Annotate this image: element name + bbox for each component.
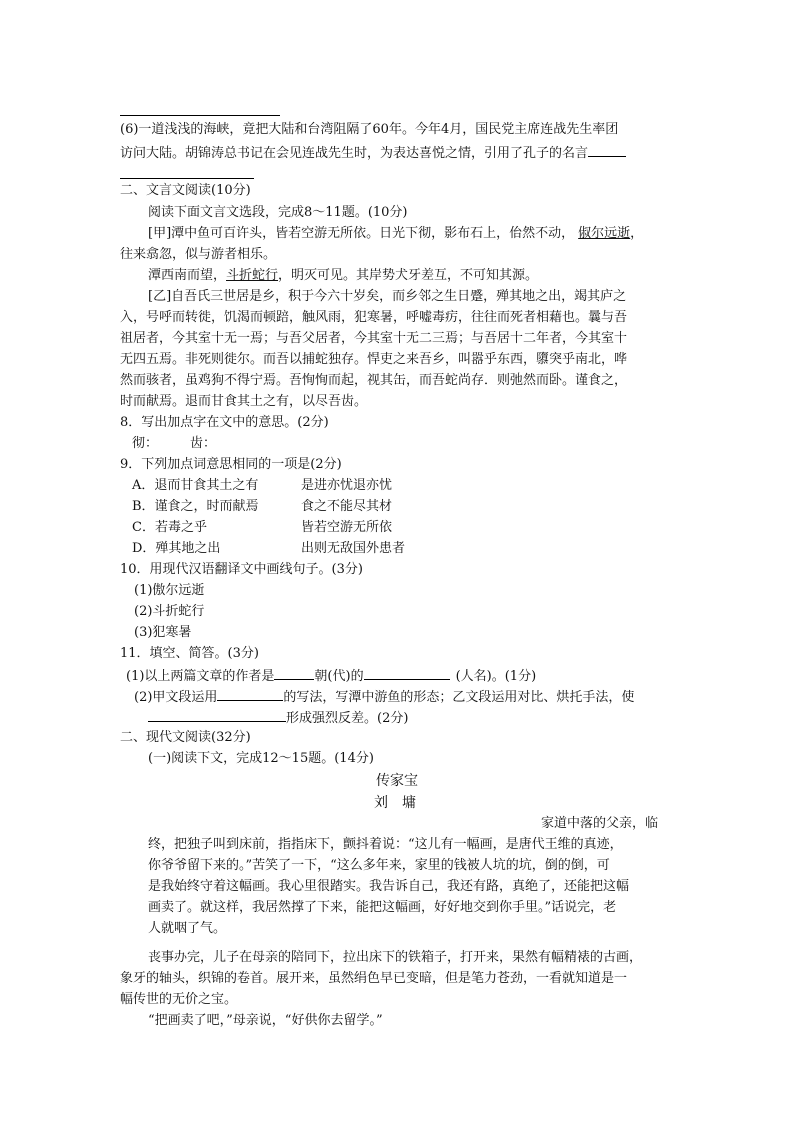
yi-line-4 [120, 350, 627, 370]
classical-intro [148, 203, 408, 223]
q9-option-c-pair [301, 518, 392, 538]
q9-option-c[interactable] [132, 518, 207, 538]
q11-part-1 [126, 665, 536, 687]
q6-line-1 [120, 120, 618, 140]
para-1-line-4 [148, 877, 629, 897]
q6-text-1: (6)一道浅浅的海峡，竟把大陆和台湾阻隔了60年。今年4月，国民党主席连战先生率团 [120, 122, 619, 137]
q11-author-blank[interactable] [364, 665, 450, 680]
q11-technique-blank[interactable] [217, 686, 283, 701]
q10-item-2 [134, 602, 204, 622]
q8-stem [120, 413, 329, 433]
yi-line-2 [120, 308, 627, 328]
jia-underlined-phrase-2: 斗折蛇行 [226, 268, 279, 283]
section-heading-modern [120, 728, 251, 748]
q9-stem-text: 9．下列加点词意思相同的一项是(2分) [120, 457, 342, 472]
q8-stem-text: 8．写出加点字在文中的意思。(2分) [120, 415, 329, 430]
para-1-line-1 [541, 814, 658, 834]
jia-text-3a: 潭西南而望， [148, 268, 227, 283]
q9-option-d-pair [301, 539, 405, 559]
yi-text-6: 时而献焉。退而甘食其土之有，以尽吾齿。 [120, 394, 368, 409]
para-1-text-3: 你爷爷留下来的。”苦笑了一下，“这么多年来，家里的钱被人坑的坑，倒的倒，可 [148, 858, 610, 873]
yi-text-2: 入，号呼而转徙，饥渴而顿踣，触风雨，犯寒暑，呼嘘毒疠，往往而死者相藉也。曩与吾 [120, 310, 628, 325]
q9-option-b[interactable] [132, 497, 259, 517]
q8-word-1 [132, 434, 158, 454]
q10-item-1 [134, 581, 204, 601]
q8-word-1-text: 彻： [132, 436, 159, 451]
para-2-text-3: 幅传世的无价之宝。 [120, 992, 238, 1007]
q9-option-c-right: 皆若空游无所依 [301, 520, 393, 535]
modern-intro [148, 749, 374, 769]
para-3-line-1 [148, 1011, 383, 1031]
q11-stem-text: 11．填空、简答。(3分) [120, 646, 259, 661]
para-1-text-6: 人就咽了气。 [148, 921, 227, 936]
jia-comma: ， [630, 226, 644, 241]
jia-text-2: 往来翕忽，似与游者相乐。 [120, 247, 277, 262]
q11-p2-text-b: 的写法，写潭中游鱼的形态；乙文段运用对比、烘托手法，使 [283, 690, 635, 705]
para-2-text-2: 象牙的轴头，织锦的卷首。展开来，虽然绢色早已变暗，但是笔力苍劲，一看就知道是一 [120, 971, 628, 986]
top-divider [120, 115, 280, 116]
para-1-line-2 [148, 835, 623, 855]
para-3-text: “把画卖了吧，”母亲说，“好供你去留学。” [148, 1013, 383, 1028]
article-author-text: 刘 墉 [374, 795, 416, 811]
yi-line-3 [120, 329, 627, 349]
article-title-text: 传家宝 [376, 773, 418, 789]
q10-stem-text: 10．用现代汉语翻译文中画线句子。(3分) [120, 562, 363, 577]
classical-intro-text: 阅读下面文言文选段，完成8～11题。(10分) [148, 205, 408, 220]
q9-option-b-pair [301, 497, 392, 517]
para-2-line-2 [120, 969, 627, 989]
q9-option-b-left: B．谨食之，时而献焉 [132, 499, 259, 514]
article-author [374, 793, 416, 813]
yi-text-5: 然而骇者，虽鸡狗不得宁焉。吾恂恂而起，视其缶，而吾蛇尚存．则弛然而卧。谨食之， [120, 373, 628, 388]
para-2-text-1: 丧事办完，儿子在母亲的陪同下，拉出床下的铁箱子，打开来，果然有幅精裱的古画， [148, 950, 643, 965]
article-title [376, 771, 418, 791]
para-1-line-6 [148, 919, 226, 939]
para-1-text-1: 家道中落的父亲，临 [541, 816, 659, 831]
para-1-text-5: 画卖了。就这样，我居然撑了下来，能把这幅画，好好地交到你手里。”话说完，老 [148, 900, 617, 915]
q9-option-a-right: 是进亦忧退亦忧 [301, 478, 393, 493]
q10-item-1-text: (1)傲尔远逝 [134, 583, 205, 598]
q10-stem [120, 560, 363, 580]
q11-part-3 [148, 707, 408, 729]
q9-option-b-right: 食之不能尽其材 [301, 499, 393, 514]
q9-option-a-pair [301, 476, 392, 496]
jia-text-1: [甲]潭中鱼可百许头，皆若空游无所依。日光下彻，影布石上，佁然不动， [148, 226, 575, 241]
jia-underlined-phrase: 俶尔远逝 [578, 226, 631, 241]
para-2-line-3 [120, 990, 237, 1010]
jia-line-3 [148, 266, 538, 286]
q6-answer-blank[interactable] [588, 142, 626, 157]
section-heading-classical [120, 181, 251, 201]
q11-p1-text-c: (人名)。(1分) [455, 669, 537, 684]
yi-line-5 [120, 371, 627, 391]
q9-option-d-right: 出则无敌国外患者 [301, 541, 406, 556]
section-heading-modern-text: 二、现代文阅读(32分) [120, 730, 251, 745]
yi-text-3: 祖居者，今其室十无一焉；与吾父居者，今其室十无二三焉；与吾居十二年者，今其室十 [120, 331, 628, 346]
jia-line-2 [120, 245, 276, 265]
q6-line-2 [120, 142, 626, 164]
yi-text-4: 无四五焉。非死则徙尔。而吾以捕蛇独存。悍吏之来吾乡，叫嚣乎东西，隳突乎南北，哗 [120, 352, 628, 367]
q10-item-3-text: (3)犯寒暑 [134, 625, 192, 640]
yi-line-1 [148, 287, 626, 307]
q8-word-2-text: 齿： [190, 436, 217, 451]
q10-item-2-text: (2)斗折蛇行 [134, 604, 205, 619]
jia-line-1 [148, 224, 643, 244]
q6-text-2: 访问大陆。胡锦涛总书记在会见连战先生时，为表达喜悦之情，引用了孔子的名言 [120, 146, 589, 161]
q11-p1-text-b: 朝(代)的 [314, 669, 364, 684]
section-heading-text: 二、文言文阅读(10分) [120, 183, 251, 198]
q8-word-2 [190, 434, 216, 454]
q9-option-d-left: D．殚其地之出 [132, 541, 221, 556]
para-1-text-2: 终，把独子叫到床前，指指床下，颤抖着说：“这儿有一幅画，是唐代王维的真迹， [148, 837, 623, 852]
q11-contrast-blank[interactable] [148, 707, 286, 722]
q11-part-2 [134, 686, 634, 708]
yi-line-6 [120, 392, 367, 412]
q9-option-c-left: C．若毒之乎 [132, 520, 207, 535]
jia-text-3c: ，明灭可见。其岸势犬牙差互，不可知其源。 [278, 268, 539, 283]
para-2-line-1 [148, 948, 642, 968]
q10-item-3 [134, 623, 191, 643]
q11-p3-text: 形成强烈反差。(2分) [286, 711, 409, 726]
yi-text-1: [乙]自吾氏三世居是乡，积于今六十岁矣，而乡邻之生日蹙，殚其地之出，竭其庐之 [148, 289, 627, 304]
para-1-line-5 [148, 898, 616, 918]
q11-stem [120, 644, 259, 664]
q9-option-d[interactable] [132, 539, 220, 559]
para-1-line-3 [148, 856, 610, 876]
q11-p1-text-a: (1)以上两篇文章的作者是 [126, 669, 275, 684]
q11-dynasty-blank[interactable] [274, 665, 314, 680]
q9-option-a[interactable] [132, 476, 258, 496]
para-1-text-4: 是我始终守着这幅画。我心里很踏实。我告诉自己，我还有路，真绝了，还能把这幅 [148, 879, 630, 894]
q11-p2-text-a: (2)甲文段运用 [134, 690, 218, 705]
q6-answer-blank-2[interactable] [120, 178, 254, 179]
q9-stem [120, 455, 342, 475]
q9-option-a-left: A．退而甘食其土之有 [132, 478, 259, 493]
modern-intro-text: (一)阅读下文，完成12～15题。(14分) [148, 751, 374, 766]
